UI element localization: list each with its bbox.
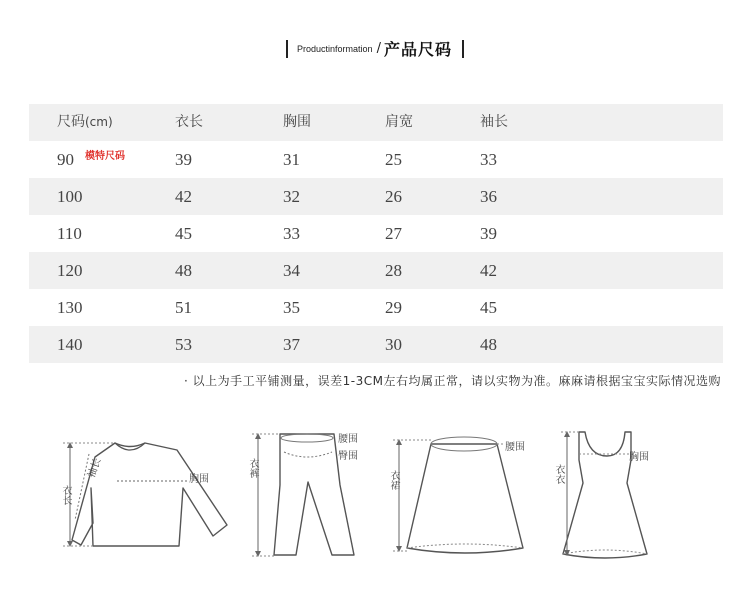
table-row: [29, 141, 723, 178]
dress-chest-label: 胸围: [629, 452, 649, 463]
pants-measure-diagram: [244, 430, 364, 560]
header-chest: 胸围: [283, 114, 311, 130]
cell-chest: 34: [283, 261, 300, 280]
cell-sleeve: 36: [480, 187, 497, 206]
measurement-note: · 以上为手工平铺测量，误差1-3CM左右均属正常，请以实物为准。麻麻请根据宝宝实际情况选购: [184, 374, 721, 388]
cell-size: 90: [57, 150, 74, 169]
skirt-waist-label: 腰围: [505, 442, 525, 453]
cell-sleeve: 45: [480, 298, 497, 317]
cell-chest: 31: [283, 150, 300, 169]
skirt-measure-diagram: [385, 430, 535, 560]
cell-size: 100: [57, 187, 83, 206]
top-sleeve-label: 袖长: [86, 456, 104, 480]
model-size-tag: 模特尺码: [85, 151, 125, 162]
cell-shoulder: 27: [385, 224, 402, 243]
header-sleeve: 袖长: [480, 114, 508, 130]
cell-sleeve: 39: [480, 224, 497, 243]
pants-length-label: 衣裤: [247, 458, 258, 478]
cell-shoulder: 29: [385, 298, 402, 317]
cell-size: 110: [57, 224, 82, 243]
cell-length: 51: [175, 298, 192, 317]
top-length-label: 衣长: [60, 485, 71, 505]
cell-chest: 37: [283, 335, 300, 354]
top-measure-diagram: [55, 430, 240, 555]
size-table: [29, 104, 723, 363]
table-row: [29, 289, 723, 326]
skirt-length-label: 衣裙: [388, 470, 399, 490]
section-title: [0, 37, 750, 60]
cell-sleeve: 42: [480, 261, 497, 280]
header-length: 衣长: [175, 114, 203, 130]
dress-measure-diagram: [549, 428, 659, 563]
cell-size: 140: [57, 335, 83, 354]
pants-hip-label: 臀围: [338, 451, 358, 462]
table-header-row: [29, 104, 723, 141]
table-row: [29, 252, 723, 289]
title-english: Productinformation: [297, 43, 373, 54]
cell-size: 130: [57, 298, 83, 317]
cell-shoulder: 30: [385, 335, 402, 354]
table-row: [29, 178, 723, 215]
top-chest-label: 胸围: [189, 474, 209, 485]
header-shoulder: 肩宽: [385, 114, 413, 130]
cell-shoulder: 25: [385, 150, 402, 169]
cell-sleeve: 48: [480, 335, 497, 354]
title-slash: /: [376, 41, 381, 56]
cell-chest: 35: [283, 298, 300, 317]
cell-chest: 33: [283, 224, 300, 243]
cell-length: 42: [175, 187, 192, 206]
dress-length-label: 衣衣: [553, 464, 564, 484]
cell-shoulder: 26: [385, 187, 402, 206]
header-size: 尺码(cm): [57, 114, 113, 130]
pants-waist-label: 腰围: [338, 434, 358, 445]
cell-shoulder: 28: [385, 261, 402, 280]
cell-length: 48: [175, 261, 192, 280]
cell-length: 45: [175, 224, 192, 243]
cell-size: 120: [57, 261, 83, 280]
cell-sleeve: 33: [480, 150, 497, 169]
cell-chest: 32: [283, 187, 300, 206]
title-left-bar: [286, 40, 288, 58]
title-chinese: 产品尺码: [383, 40, 452, 59]
cell-length: 39: [175, 150, 192, 169]
title-right-bar: [462, 40, 464, 58]
cell-length: 53: [175, 335, 192, 354]
table-row: [29, 326, 723, 363]
shirt-outline-icon: [55, 430, 240, 555]
table-row: [29, 215, 723, 252]
